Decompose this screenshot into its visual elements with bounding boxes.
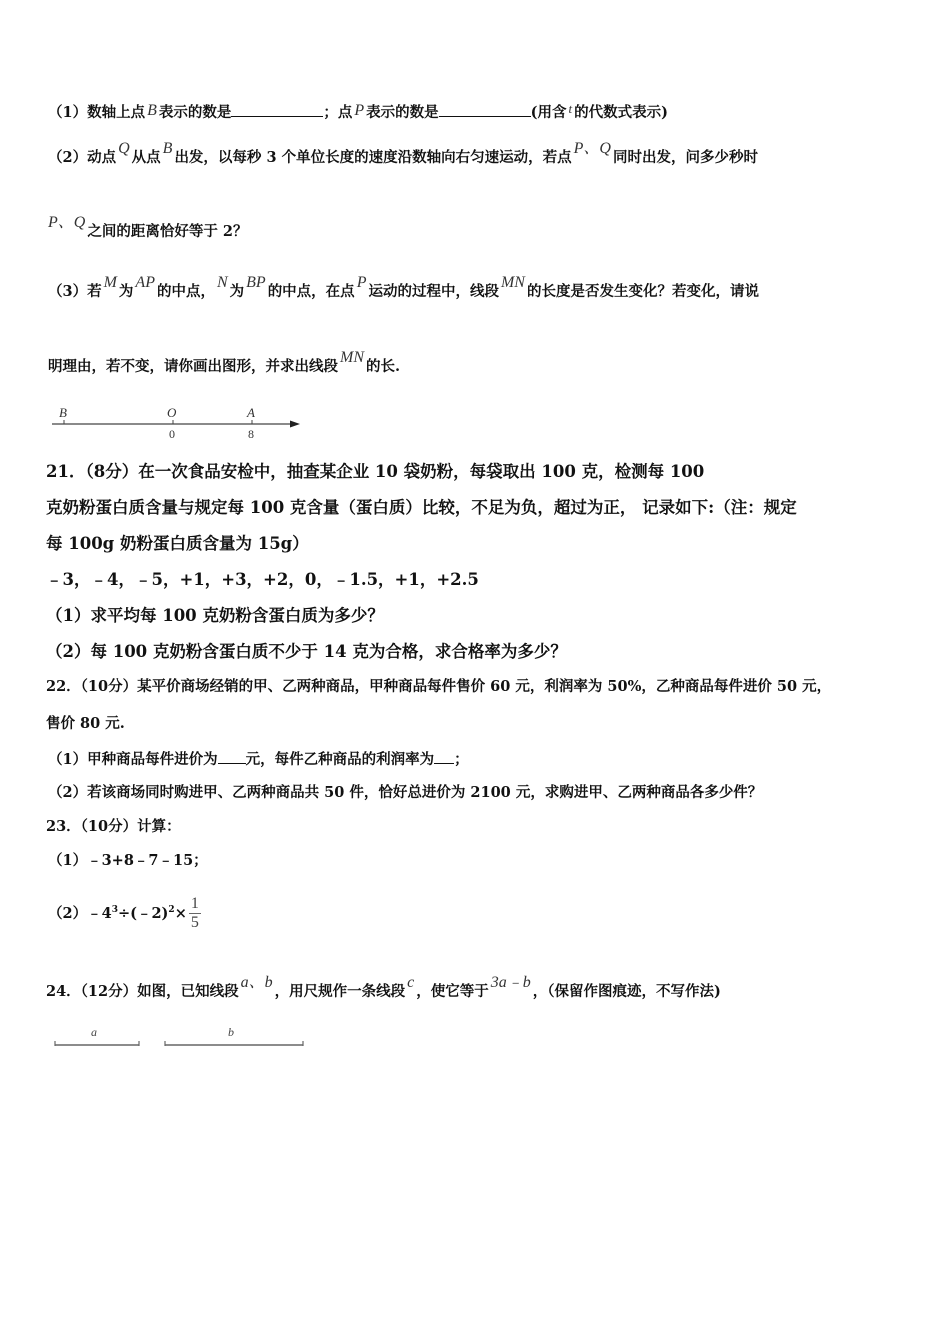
var-BP: BP [246, 274, 266, 291]
text: × [174, 904, 187, 922]
text: （1）数轴上点 [48, 104, 146, 121]
text: （1）甲种商品每件进价为 [48, 751, 218, 768]
point-A-label: A [247, 405, 255, 420]
q20-part3-line2 [48, 349, 401, 377]
text: 运动的过程中，线段 [368, 283, 499, 300]
text: ÷(﹣2) [117, 904, 169, 922]
q22-sub1 [48, 749, 469, 770]
text: （2）动点 [48, 149, 117, 166]
q23-sub1: （1）﹣3+8﹣7﹣15； [48, 852, 208, 869]
text: 明理由，若不变，请你画出图形，并求出线段 [48, 358, 338, 375]
answer-blank-rate[interactable] [434, 749, 454, 764]
var-Q: Q [118, 140, 130, 157]
segment-a-label: a [91, 1025, 97, 1039]
text: （3）若 [48, 283, 102, 300]
text: ；点 [323, 104, 353, 121]
var-AP: AP [135, 274, 155, 291]
q21-line3: 每 100g 奶粉蛋白质含量为 15g） [46, 534, 309, 553]
text: 的代数式表示) [574, 104, 669, 121]
var-MN: MN [500, 274, 525, 291]
text: 从点 [131, 149, 161, 166]
var-N: N [216, 274, 228, 291]
q22-sub2: （2）若该商场同时购进甲、乙两种商品共 50 件，恰好总进价为 2100 元，求购进甲、乙两种商品各多少件？ [48, 784, 763, 801]
q22-line2: 售价 80 元. [46, 715, 125, 732]
text: ，（保留作图痕迹，不写作法) [532, 983, 721, 1000]
text: 出发，以每秒 3 个单位长度的速度沿数轴向右匀速运动，若点 [174, 149, 572, 166]
var-c: c [407, 974, 415, 991]
tick-label-0: 0 [169, 427, 175, 441]
var-B: B [147, 102, 157, 119]
q20-part1 [48, 102, 668, 123]
text: ； [454, 751, 469, 768]
text: ，用尺规作一条线段 [274, 983, 406, 1000]
q24-line [46, 974, 721, 1002]
text: 为 [229, 283, 245, 300]
text: 的中点， [156, 283, 215, 300]
var-MN: MN [340, 349, 364, 366]
text: (用含 [530, 104, 567, 121]
q23-title: 23．（10分）计算： [46, 818, 181, 835]
text: 24．（12分）如图，已知线段 [46, 983, 239, 1000]
text: 同时出发，问多少秒时 [612, 149, 758, 166]
segment-b-label: b [228, 1025, 234, 1039]
text: 的长度是否发生变化？若变化，请说 [526, 283, 759, 300]
var-PQ: P、Q [573, 140, 611, 157]
denominator: 5 [190, 914, 199, 932]
q21-sub2: （2）每 100 克奶粉含蛋白质不少于 14 克为合格，求合格率为多少？ [46, 642, 567, 661]
q21-line2: 克奶粉蛋白质含量与规定每 100 克含量（蛋白质）比较，不足为负，超过为正， 记录如下:（注：规定 [46, 498, 797, 517]
q23-sub2 [48, 890, 201, 934]
var-t: t [568, 101, 573, 116]
segments-figure [50, 1022, 320, 1052]
var-PQ: P、Q [48, 214, 86, 231]
point-B-label: B [59, 405, 67, 420]
answer-blank-cost[interactable] [218, 749, 246, 764]
text: 表示的数是 [158, 104, 232, 121]
answer-blank-P[interactable] [439, 102, 531, 117]
exponent: 3 [111, 905, 118, 915]
answer-blank-B[interactable] [231, 102, 323, 117]
point-O-label: O [167, 405, 177, 420]
text: 元，每件乙种商品的利润率为 [245, 751, 435, 768]
text: （2）﹣4 [48, 904, 112, 922]
var-B: B [162, 140, 173, 157]
q21-sub1: （1）求平均每 100 克奶粉含蛋白质为多少？ [46, 606, 384, 625]
var-P: P [356, 274, 367, 291]
var-P: P [354, 102, 365, 119]
fraction-one-fifth [189, 895, 201, 932]
exponent: 2 [168, 905, 175, 915]
tick-label-8: 8 [248, 427, 254, 441]
text: 的长. [366, 358, 401, 375]
text: 为 [118, 283, 134, 300]
var-ab: a、b [240, 974, 273, 991]
text: 的中点，在点 [267, 283, 355, 300]
var-M: M [103, 274, 117, 291]
text: ，使它等于 [416, 983, 489, 1000]
q22-line1: 22．（10分）某平价商场经销的甲、乙两种商品，甲种商品每件售价 60 元，利润率为 50%，乙种商品每件进价 50 元， [46, 678, 832, 695]
numerator: 1 [190, 895, 199, 913]
number-line-figure [48, 402, 308, 444]
q20-part2-line2 [48, 214, 248, 242]
text: 表示的数是 [366, 104, 439, 121]
q21-records: ﹣3，﹣4，﹣5，+1，+3，+2，0，﹣1.5，+1，+2.5 [46, 570, 479, 589]
q21-line1: 21．（8分）在一次食品安检中，抽查某企业 10 袋奶粉，每袋取出 100 克，检测每 100 [46, 462, 705, 481]
expression-3a-minus-b: 3a﹣b [490, 974, 531, 991]
q20-part3 [48, 274, 759, 302]
text: 之间的距离恰好等于 2？ [87, 223, 248, 240]
q20-part2 [48, 140, 758, 168]
